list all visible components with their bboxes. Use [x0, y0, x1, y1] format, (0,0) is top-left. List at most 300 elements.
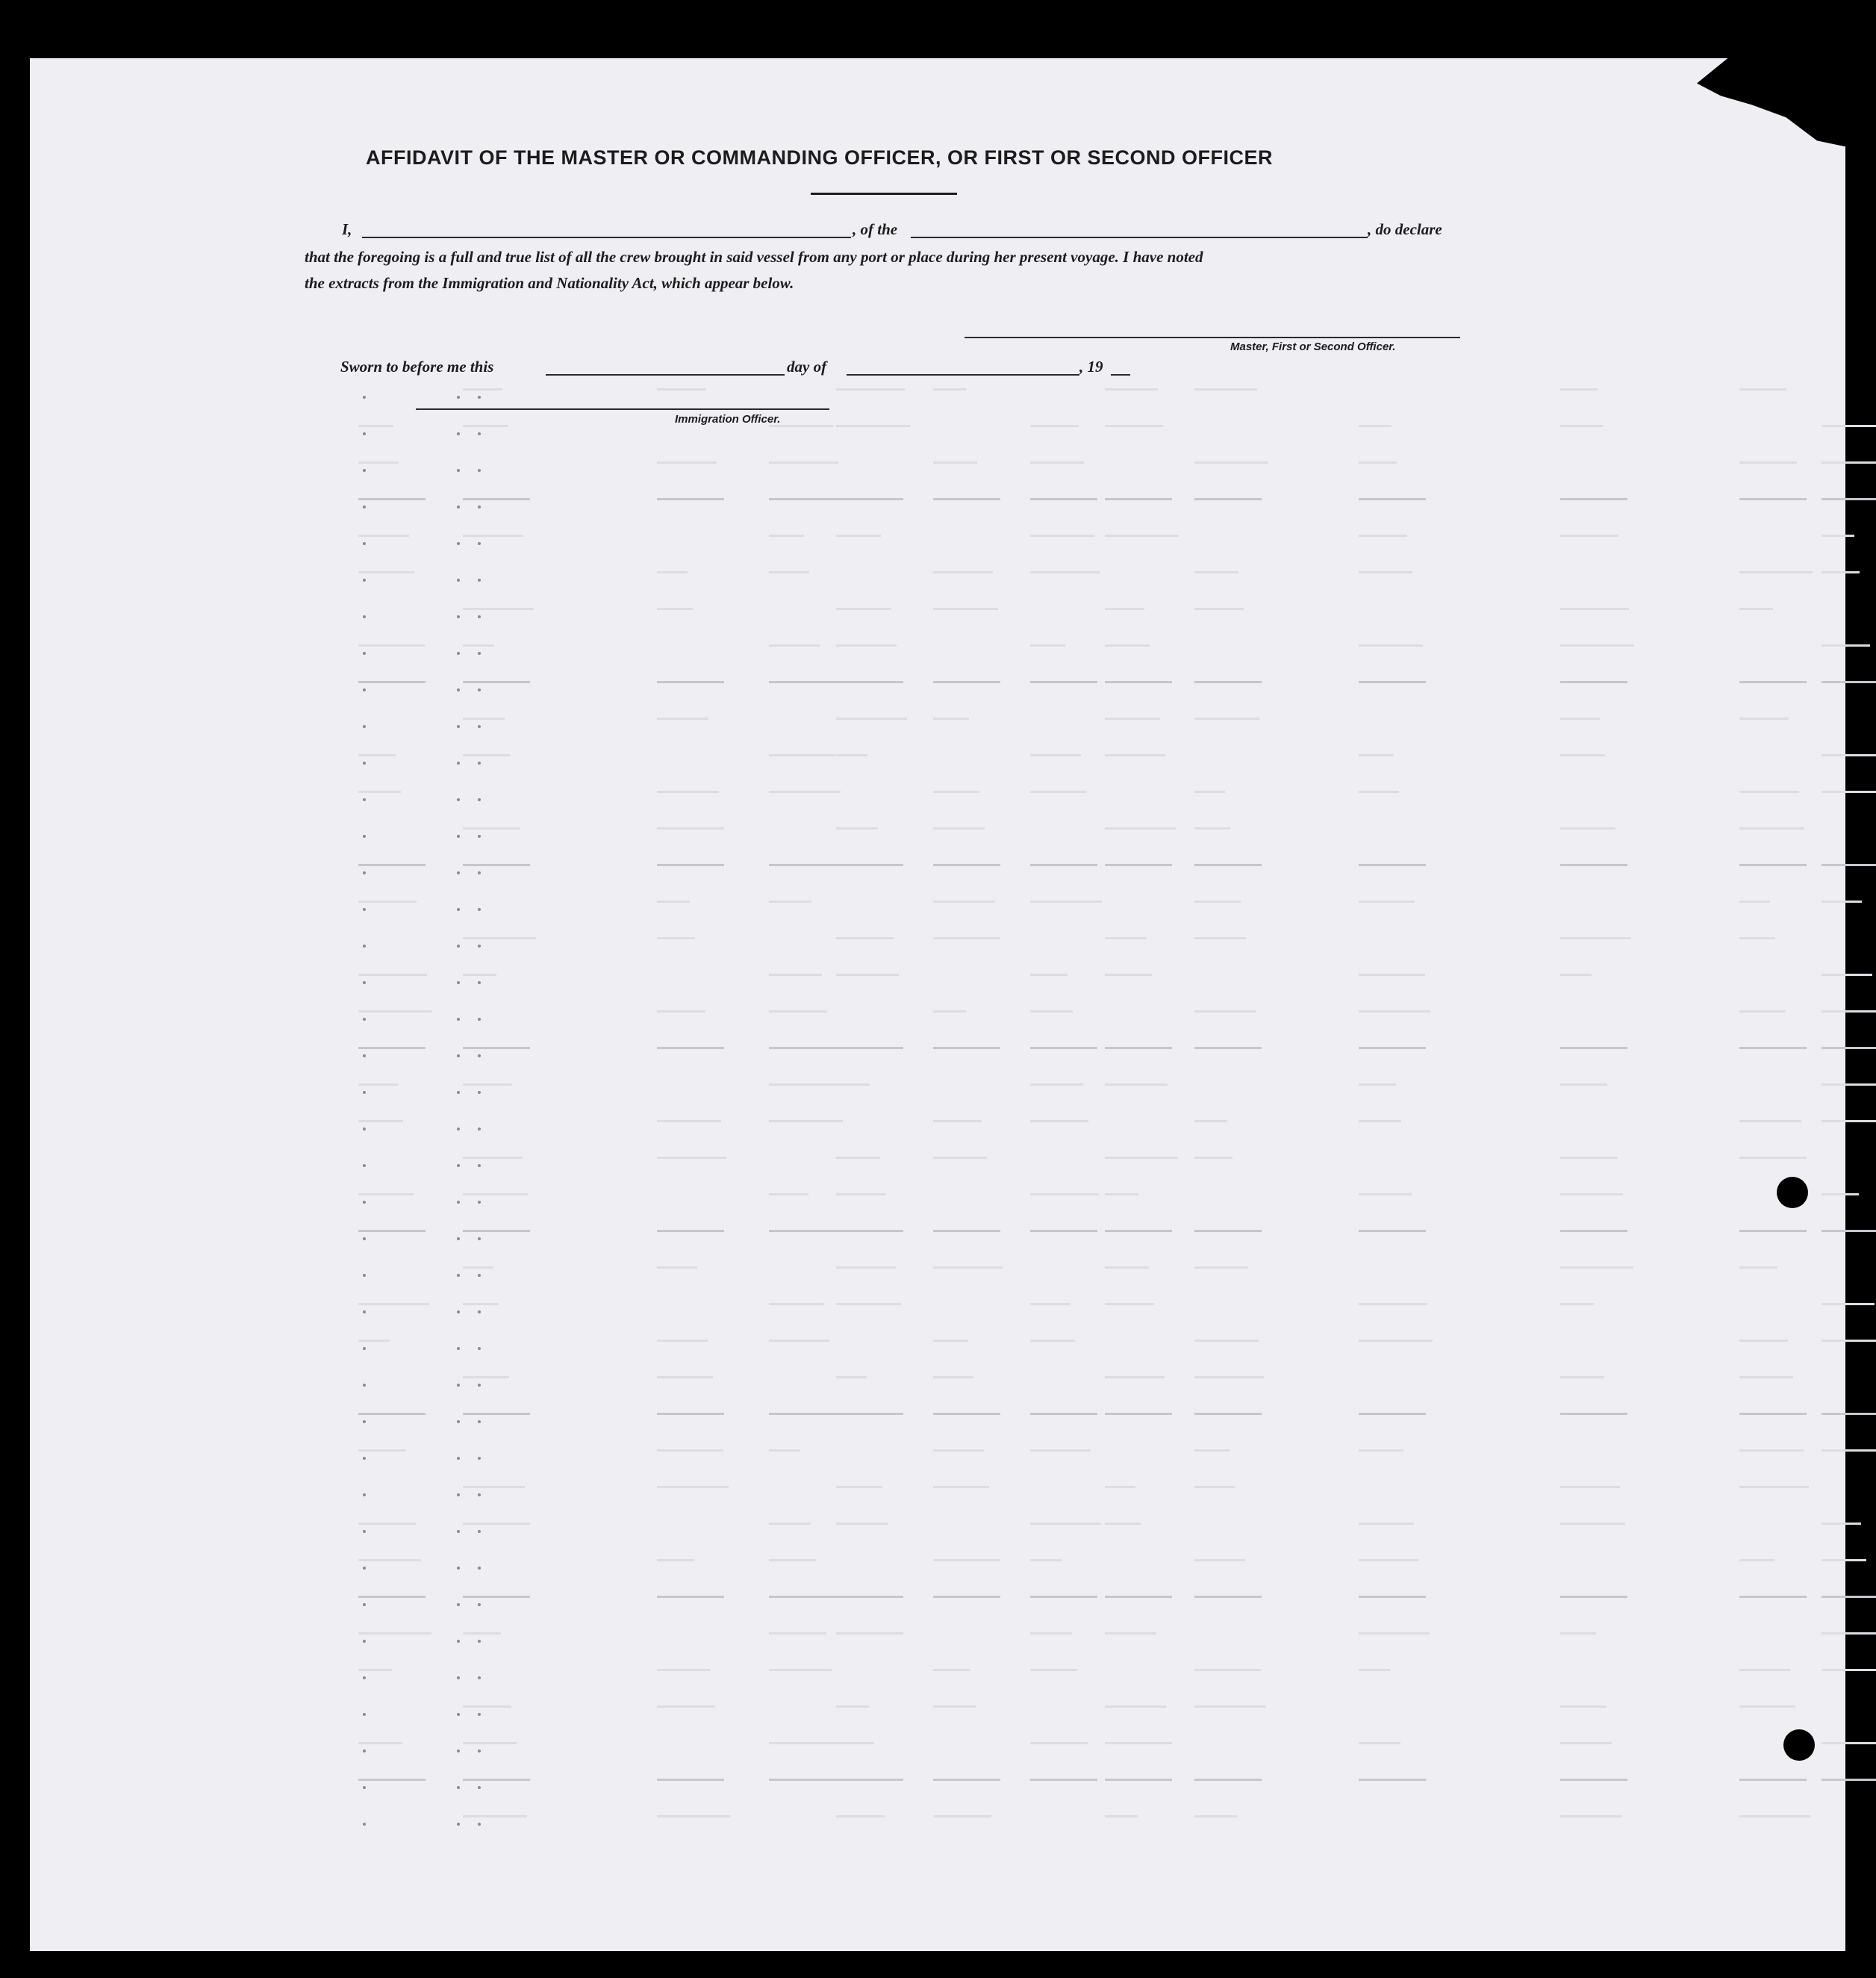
ghost-mark: [1030, 974, 1068, 976]
ghost-mark: [463, 718, 505, 720]
ghost-mark: [1105, 1742, 1172, 1744]
ghost-mark: [1359, 1559, 1419, 1561]
ghost-mark: [1359, 1303, 1427, 1305]
ghost-mark: [1822, 535, 1854, 537]
ghost-mark: [463, 1376, 509, 1378]
ghost-mark: [1105, 608, 1144, 610]
ghost-mark: [1359, 1449, 1403, 1452]
ghost-mark: [769, 901, 811, 903]
ghost-mark: [933, 498, 1000, 500]
ghost-mark: [657, 1815, 731, 1817]
ghost-mark: [836, 1632, 903, 1635]
ghost-mark: [1359, 1120, 1401, 1122]
ghost-mark: [1194, 1157, 1233, 1159]
ghost-mark: [769, 1742, 842, 1744]
ghost-dot: [478, 1530, 481, 1533]
ghost-dot: [457, 432, 460, 435]
ghost-mark: [1105, 864, 1172, 866]
ghost-dot: [457, 1054, 460, 1057]
ghost-dot: [457, 1018, 460, 1021]
ghost-dot: [363, 1640, 366, 1643]
ghost-mark: [358, 1559, 421, 1561]
ghost-dot: [363, 652, 366, 655]
ghost-mark: [358, 1632, 431, 1635]
sworn-day-label: day of: [787, 358, 827, 376]
ghost-mark: [769, 1303, 824, 1305]
ghost-dot: [478, 1493, 481, 1496]
ghost-mark: [1739, 1047, 1807, 1049]
ghost-mark: [1739, 1157, 1807, 1159]
ghost-dot: [478, 945, 481, 948]
ghost-mark: [1822, 1632, 1876, 1635]
ghost-mark: [1822, 1449, 1876, 1452]
ghost-dot: [478, 579, 481, 582]
ghost-dot: [363, 981, 366, 984]
ghost-mark: [463, 1157, 523, 1159]
officer-signature-line: [416, 408, 829, 410]
ghost-dot: [457, 579, 460, 582]
ghost-mark: [1105, 388, 1158, 391]
ghost-mark: [836, 1230, 903, 1232]
ghost-mark: [933, 827, 985, 830]
ghost-mark: [933, 1449, 984, 1452]
ghost-mark: [1359, 1523, 1414, 1525]
ghost-mark: [1030, 1449, 1091, 1452]
name-blank: [362, 237, 851, 238]
ghost-mark: [1194, 1559, 1245, 1561]
ghost-mark: [358, 1047, 426, 1049]
ghost-mark: [358, 791, 401, 793]
ghost-mark: [1194, 1486, 1235, 1488]
ghost-mark: [1194, 608, 1244, 610]
ghost-mark: [1030, 901, 1102, 903]
ghost-mark: [769, 1230, 836, 1232]
ghost-mark: [1194, 1340, 1259, 1342]
ghost-mark: [1739, 1010, 1786, 1013]
ghost-mark: [463, 1413, 530, 1415]
ghost-mark: [1560, 754, 1605, 756]
ghost-mark: [1560, 1523, 1625, 1525]
ghost-mark: [836, 1705, 869, 1708]
ghost-mark: [836, 937, 894, 939]
ghost-mark: [657, 937, 695, 939]
ghost-mark: [1105, 1779, 1172, 1781]
ghost-mark: [1739, 1486, 1809, 1488]
ghost-dot: [478, 688, 481, 691]
ghost-mark: [933, 937, 1000, 939]
ghost-dot: [457, 1274, 460, 1277]
ghost-mark: [1560, 1157, 1618, 1159]
ghost-mark: [358, 1340, 390, 1342]
ghost-dot: [457, 945, 460, 948]
ghost-mark: [769, 1193, 808, 1195]
ghost-mark: [1560, 1815, 1622, 1817]
ghost-mark: [1194, 1705, 1266, 1708]
ghost-mark: [657, 1669, 710, 1671]
ghost-mark: [1030, 571, 1100, 573]
ghost-mark: [769, 461, 838, 464]
ghost-mark: [1560, 1486, 1620, 1488]
ghost-mark: [1105, 754, 1165, 756]
ghost-dot: [457, 1201, 460, 1204]
ghost-mark: [358, 571, 414, 573]
ghost-dot: [478, 396, 481, 399]
ghost-mark: [1739, 791, 1799, 793]
ghost-mark: [933, 864, 1000, 866]
ghost-mark: [1030, 791, 1086, 793]
declaration-line-1-start: I,: [342, 220, 352, 238]
ghost-mark: [1359, 1596, 1426, 1598]
ghost-mark: [1030, 681, 1097, 683]
ghost-mark: [358, 1083, 398, 1086]
ghost-mark: [836, 1303, 901, 1305]
ghost-dot: [478, 506, 481, 509]
ghost-mark: [1030, 1413, 1097, 1415]
ghost-mark: [657, 1413, 724, 1415]
ghost-mark: [1194, 461, 1268, 464]
ghost-mark: [1359, 1047, 1426, 1049]
ghost-mark: [1105, 1596, 1172, 1598]
ghost-mark: [463, 644, 494, 647]
ghost-mark: [1739, 937, 1775, 939]
ghost-dot: [457, 762, 460, 765]
ghost-mark: [1359, 1742, 1400, 1744]
ghost-dot: [478, 725, 481, 728]
ghost-mark: [1359, 681, 1426, 683]
ghost-mark: [1739, 718, 1789, 720]
ghost-dot: [363, 1786, 366, 1789]
ghost-mark: [1105, 718, 1160, 720]
ghost-mark: [1030, 1230, 1097, 1232]
ghost-mark: [933, 791, 979, 793]
sworn-day-blank: [546, 374, 785, 376]
ghost-mark: [836, 388, 905, 391]
ghost-mark: [1739, 388, 1786, 391]
ghost-mark: [657, 1559, 694, 1561]
ghost-dot: [478, 652, 481, 655]
ghost-mark: [463, 608, 534, 610]
ghost-dot: [363, 1530, 366, 1533]
ghost-mark: [657, 1010, 705, 1013]
ghost-mark: [1739, 1376, 1793, 1378]
ghost-mark: [1105, 1303, 1154, 1305]
ghost-dot: [478, 469, 481, 472]
ghost-mark: [1030, 644, 1065, 647]
ghost-mark: [1194, 388, 1257, 391]
ghost-mark: [463, 827, 520, 830]
ghost-mark: [657, 1779, 724, 1781]
ghost-mark: [1359, 1632, 1430, 1635]
ghost-dot: [457, 981, 460, 984]
ghost-dot: [478, 1457, 481, 1460]
ghost-mark: [1359, 1010, 1430, 1013]
ghost-mark: [358, 864, 426, 866]
ghost-mark: [769, 791, 841, 793]
ghost-mark: [657, 1157, 726, 1159]
ghost-mark: [1822, 1523, 1861, 1525]
ghost-mark: [1359, 754, 1394, 756]
ghost-mark: [836, 1742, 874, 1744]
ghost-mark: [1560, 1193, 1623, 1195]
ghost-dot: [478, 798, 481, 801]
ghost-mark: [1359, 974, 1425, 976]
ghost-mark: [1194, 1230, 1262, 1232]
ghost-mark: [769, 1340, 829, 1342]
ghost-dot: [478, 981, 481, 984]
ghost-mark: [836, 1596, 903, 1598]
ghost-dot: [457, 1567, 460, 1570]
ghost-mark: [657, 1705, 715, 1708]
ghost-mark: [1822, 1779, 1876, 1781]
ghost-mark: [463, 1523, 530, 1525]
ghost-mark: [836, 718, 907, 720]
ghost-dot: [457, 1640, 460, 1643]
ghost-mark: [933, 388, 967, 391]
ghost-mark: [1030, 864, 1097, 866]
ghost-dot: [457, 396, 460, 399]
ghost-mark: [933, 1157, 987, 1159]
ghost-dot: [363, 1384, 366, 1387]
ghost-mark: [657, 1047, 724, 1049]
ghost-mark: [1105, 1376, 1165, 1378]
ghost-mark: [463, 1266, 493, 1269]
ghost-dot: [457, 506, 460, 509]
ghost-mark: [1822, 1669, 1876, 1671]
ghost-mark: [657, 461, 717, 464]
ghost-dot: [457, 1237, 460, 1240]
ghost-mark: [1030, 1303, 1070, 1305]
ghost-mark: [1822, 1083, 1876, 1086]
ghost-mark: [1359, 1340, 1433, 1342]
ghost-dot: [363, 908, 366, 911]
ghost-dot: [363, 396, 366, 399]
ghost-mark: [358, 1449, 405, 1452]
ghost-mark: [769, 644, 820, 647]
ghost-mark: [836, 827, 878, 830]
ghost-mark: [769, 1779, 836, 1781]
ghost-mark: [463, 681, 530, 683]
ghost-mark: [1194, 937, 1246, 939]
ghost-dot: [363, 1128, 366, 1130]
ghost-mark: [1739, 1449, 1804, 1452]
ghost-dot: [363, 1823, 366, 1826]
ghost-dot: [363, 506, 366, 509]
ghost-mark: [657, 608, 693, 610]
ghost-dot: [457, 542, 460, 545]
ghost-mark: [1822, 754, 1876, 756]
ghost-mark: [1105, 1413, 1172, 1415]
ghost-mark: [358, 1742, 402, 1744]
ghost-dot: [363, 615, 366, 618]
declaration-line-2: that the foregoing is a full and true list of all the crew brought in said vessel from any port or place during her present voyage. I have noted: [305, 248, 1203, 266]
ghost-dot: [363, 469, 366, 472]
ghost-mark: [657, 1449, 723, 1452]
ghost-dot: [363, 1164, 366, 1167]
ghost-mark: [933, 1010, 966, 1013]
ghost-dot: [478, 871, 481, 874]
ghost-dot: [363, 1347, 366, 1350]
ghost-dot: [457, 1091, 460, 1094]
ghost-mark: [1359, 864, 1426, 866]
ghost-mark: [463, 1083, 512, 1086]
master-signature-caption: Master, First or Second Officer.: [1230, 340, 1396, 353]
ghost-mark: [1560, 1705, 1607, 1708]
ghost-mark: [358, 1010, 432, 1013]
ghost-mark: [1822, 864, 1876, 866]
ghost-mark: [1739, 1120, 1801, 1122]
ghost-mark: [1822, 644, 1870, 647]
ghost-mark: [933, 461, 977, 464]
ghost-dot: [363, 1750, 366, 1752]
ghost-mark: [933, 1596, 1000, 1598]
ghost-mark: [769, 1449, 800, 1452]
ghost-mark: [358, 1413, 426, 1415]
ghost-mark: [1560, 425, 1603, 427]
ghost-mark: [769, 1559, 816, 1561]
ghost-mark: [1560, 1266, 1633, 1269]
ghost-mark: [933, 901, 995, 903]
ghost-mark: [1194, 1376, 1264, 1378]
ghost-mark: [1822, 498, 1876, 500]
ghost-dot: [457, 1384, 460, 1387]
ghost-mark: [657, 827, 724, 830]
ghost-mark: [1560, 608, 1629, 610]
ghost-dot: [363, 542, 366, 545]
ghost-mark: [1194, 1815, 1237, 1817]
ghost-mark: [1822, 1047, 1876, 1049]
ghost-mark: [1822, 461, 1876, 464]
ghost-mark: [358, 1120, 403, 1122]
ghost-dot: [363, 1713, 366, 1716]
ghost-dot: [478, 1018, 481, 1021]
ghost-mark: [1030, 1193, 1099, 1195]
ghost-mark: [358, 644, 425, 647]
ghost-mark: [1560, 1632, 1596, 1635]
ghost-mark: [1560, 1376, 1604, 1378]
ghost-mark: [836, 681, 903, 683]
ghost-dot: [363, 1457, 366, 1460]
ghost-mark: [1560, 644, 1634, 647]
ghost-dot: [478, 1054, 481, 1057]
sworn-month-blank: [847, 374, 1079, 376]
ghost-dot: [363, 1493, 366, 1496]
ghost-mark: [1560, 498, 1627, 500]
ghost-mark: [1822, 1340, 1876, 1342]
ghost-mark: [836, 1193, 885, 1195]
ghost-mark: [1030, 1120, 1088, 1122]
ghost-mark: [769, 1083, 838, 1086]
sworn-year-blank: [1111, 374, 1130, 376]
ghost-mark: [1739, 901, 1770, 903]
ghost-mark: [836, 754, 867, 756]
ghost-mark: [1105, 1047, 1172, 1049]
ghost-dot: [457, 908, 460, 911]
ghost-mark: [1739, 1230, 1807, 1232]
ghost-mark: [1105, 425, 1163, 427]
ghost-mark: [933, 718, 969, 720]
ghost-mark: [463, 1193, 528, 1195]
ghost-mark: [1560, 1413, 1627, 1415]
ghost-mark: [463, 1815, 527, 1817]
ghost-dot: [457, 725, 460, 728]
ghost-mark: [1822, 1193, 1859, 1195]
ghost-mark: [1739, 498, 1807, 500]
ghost-dot: [478, 1603, 481, 1606]
ghost-mark: [657, 681, 724, 683]
ghost-mark: [933, 1230, 1000, 1232]
ghost-mark: [1560, 1230, 1627, 1232]
ghost-mark: [1822, 791, 1876, 793]
declaration-line-1-end: , do declare: [1368, 220, 1442, 238]
ghost-mark: [358, 974, 427, 976]
ghost-dot: [457, 1676, 460, 1679]
ghost-mark: [769, 1010, 827, 1013]
ghost-mark: [1359, 901, 1415, 903]
ghost-mark: [1194, 718, 1259, 720]
ghost-mark: [358, 535, 409, 537]
ghost-mark: [933, 1705, 976, 1708]
ghost-mark: [1359, 1083, 1396, 1086]
ghost-dot: [478, 1786, 481, 1789]
ghost-mark: [1030, 754, 1081, 756]
ghost-dot: [478, 1750, 481, 1752]
ghost-mark: [1560, 937, 1631, 939]
ghost-mark: [657, 1376, 713, 1378]
ghost-dot: [478, 1164, 481, 1167]
ghost-dot: [478, 1713, 481, 1716]
ghost-dot: [457, 1786, 460, 1789]
ghost-mark: [1739, 1559, 1774, 1561]
ghost-mark: [836, 535, 881, 537]
ghost-mark: [769, 571, 809, 573]
ghost-mark: [1560, 388, 1598, 391]
punch-hole: [1783, 1729, 1815, 1761]
ghost-dot: [363, 432, 366, 435]
ghost-mark: [1105, 681, 1172, 683]
ghost-mark: [1105, 1266, 1149, 1269]
ghost-mark: [1560, 681, 1627, 683]
ghost-dot: [363, 835, 366, 838]
ghost-dot: [363, 798, 366, 801]
ghost-dot: [457, 1713, 460, 1716]
ghost-mark: [1194, 1413, 1262, 1415]
ghost-mark: [1560, 1083, 1607, 1086]
ghost-mark: [358, 1303, 429, 1305]
ghost-mark: [1560, 864, 1627, 866]
ghost-dot: [478, 432, 481, 435]
ghost-dot: [363, 1310, 366, 1313]
ghost-dot: [457, 1128, 460, 1130]
ghost-mark: [1822, 1303, 1875, 1305]
ghost-mark: [657, 1486, 729, 1488]
ghost-mark: [1105, 1705, 1167, 1708]
ghost-mark: [1822, 681, 1876, 683]
vessel-blank: [911, 237, 1368, 238]
ghost-mark: [933, 1559, 1000, 1561]
ghost-dot: [478, 1676, 481, 1679]
ghost-mark: [933, 681, 1000, 683]
ghost-mark: [1822, 425, 1876, 427]
ghost-dot: [457, 469, 460, 472]
ghost-dot: [363, 1420, 366, 1423]
ghost-mark: [1030, 1596, 1097, 1598]
ghost-mark: [836, 1413, 903, 1415]
ghost-mark: [657, 571, 688, 573]
ghost-dot: [363, 1201, 366, 1204]
ghost-dot: [478, 1237, 481, 1240]
ghost-dot: [363, 1567, 366, 1570]
ghost-dot: [457, 652, 460, 655]
